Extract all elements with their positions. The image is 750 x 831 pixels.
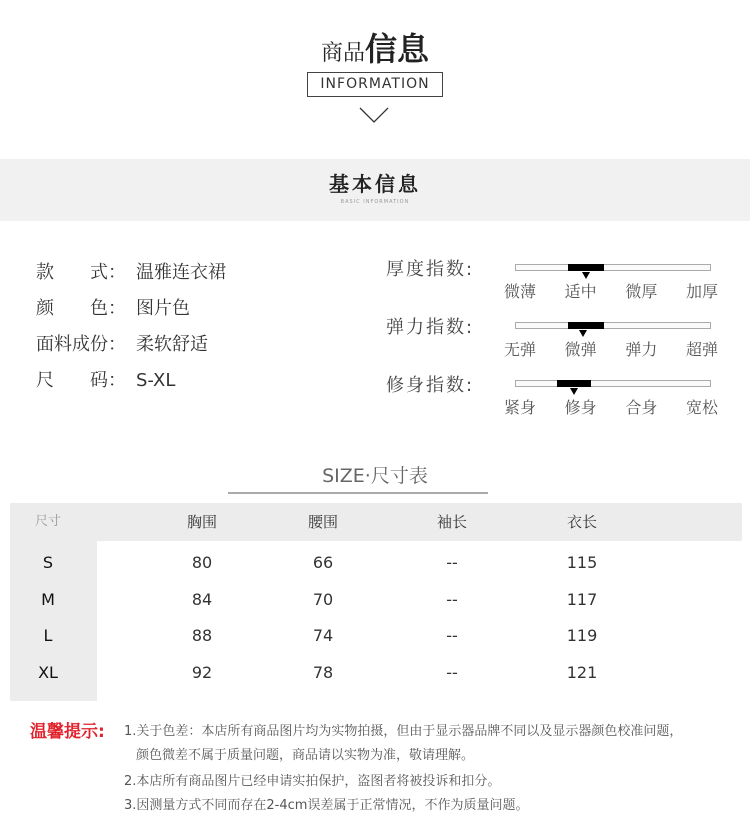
attr-value: 图片色 <box>136 298 190 319</box>
marker-triangle-icon <box>570 388 578 395</box>
notes-label: 温馨提示: <box>30 722 105 742</box>
scale-fill <box>568 264 604 271</box>
thickness-label: 厚度指数: <box>386 259 475 280</box>
size-label: XL <box>38 663 58 682</box>
note-line: 2.本店所有商品图片已经申请实拍保护，盗图者将被投诉和扣分。 <box>124 774 501 789</box>
column-header: 胸围 <box>186 513 217 531</box>
table-cell: -- <box>446 626 458 645</box>
size-label: M <box>41 590 55 609</box>
table-cell: -- <box>446 553 458 572</box>
scale-fill <box>568 322 604 329</box>
table-cell: 84 <box>191 590 213 609</box>
marker-triangle-icon <box>582 272 590 279</box>
attr-value: 柔软舒适 <box>136 334 208 355</box>
note-line: 3.因测量方式不同而存在2-4cm误差属于正常情况，不作为质量问题。 <box>124 798 529 813</box>
title-small: 商品 <box>320 41 365 66</box>
note-line: 1.关于色差：本店所有商品图片均为实物拍摄，但由于显示器品牌不同以及显示器颜色校准问题， <box>124 724 683 739</box>
option: 超弹 <box>685 340 718 359</box>
marker-triangle-icon <box>579 330 587 337</box>
attr-key: 颜 色： <box>36 298 126 319</box>
elasticity-options <box>504 340 718 360</box>
table-cell: 115 <box>566 553 598 572</box>
attr-key: 款 式： <box>36 262 126 283</box>
information-label: INFORMATION <box>307 72 443 97</box>
table-cell: -- <box>446 590 458 609</box>
option: 弹力 <box>625 340 658 359</box>
attribute-style <box>36 262 226 284</box>
table-cell: 92 <box>191 663 213 682</box>
table-cell: -- <box>446 663 458 682</box>
table-cell: 121 <box>566 663 598 682</box>
fit-scale <box>515 380 711 387</box>
attr-key: 尺 码： <box>36 370 126 391</box>
table-cell: 78 <box>312 663 334 682</box>
note-line: 颜色微差不属于质量问题，商品请以实物为准，敬请理解。 <box>136 748 475 763</box>
table-cell: 80 <box>191 553 213 572</box>
option: 合身 <box>625 398 658 417</box>
option: 宽松 <box>685 398 718 417</box>
thickness-options <box>504 282 718 302</box>
size-label: S <box>42 553 54 572</box>
column-header: 袖长 <box>436 513 467 531</box>
elasticity-label: 弹力指数: <box>386 317 475 338</box>
divider <box>228 492 488 494</box>
table-cell: 66 <box>312 553 334 572</box>
basic-info-title: 基本信息 <box>329 172 421 196</box>
basic-info-banner <box>0 159 750 221</box>
attribute-fabric <box>36 334 208 356</box>
table-cell: 119 <box>566 626 598 645</box>
attr-value: 温雅连衣裙 <box>136 262 226 283</box>
attr-value: S-XL <box>136 370 176 391</box>
basic-info-subtitle: BASIC INFORMATION <box>340 199 410 205</box>
option-selected: 修身 <box>564 398 597 417</box>
option: 微薄 <box>504 282 537 301</box>
option: 无弹 <box>504 340 537 359</box>
table-cell: 117 <box>566 590 598 609</box>
table-header <box>10 503 742 541</box>
fit-label: 修身指数: <box>386 375 475 396</box>
scale-fill <box>557 380 591 387</box>
attribute-color <box>36 298 190 320</box>
thickness-scale <box>515 264 711 271</box>
column-header: 腰围 <box>307 513 338 531</box>
chevron-down-icon <box>358 106 390 124</box>
elasticity-scale <box>515 322 711 329</box>
page-title <box>0 30 750 68</box>
attribute-size <box>36 370 175 392</box>
size-table-title: SIZE·尺寸表 <box>322 465 428 487</box>
column-header: 衣长 <box>566 513 597 531</box>
option: 微厚 <box>625 282 658 301</box>
column-header: 尺寸 <box>34 514 61 529</box>
table-cell: 70 <box>312 590 334 609</box>
size-label: L <box>43 626 53 645</box>
option: 加厚 <box>685 282 718 301</box>
table-cell: 74 <box>312 626 334 645</box>
fit-options <box>504 398 718 418</box>
attr-key: 面料成份： <box>36 334 126 355</box>
table-cell: 88 <box>191 626 213 645</box>
option-selected: 微弹 <box>564 340 597 359</box>
option-selected: 适中 <box>564 282 597 301</box>
option: 紧身 <box>504 398 537 417</box>
title-big: 信息 <box>365 30 430 68</box>
